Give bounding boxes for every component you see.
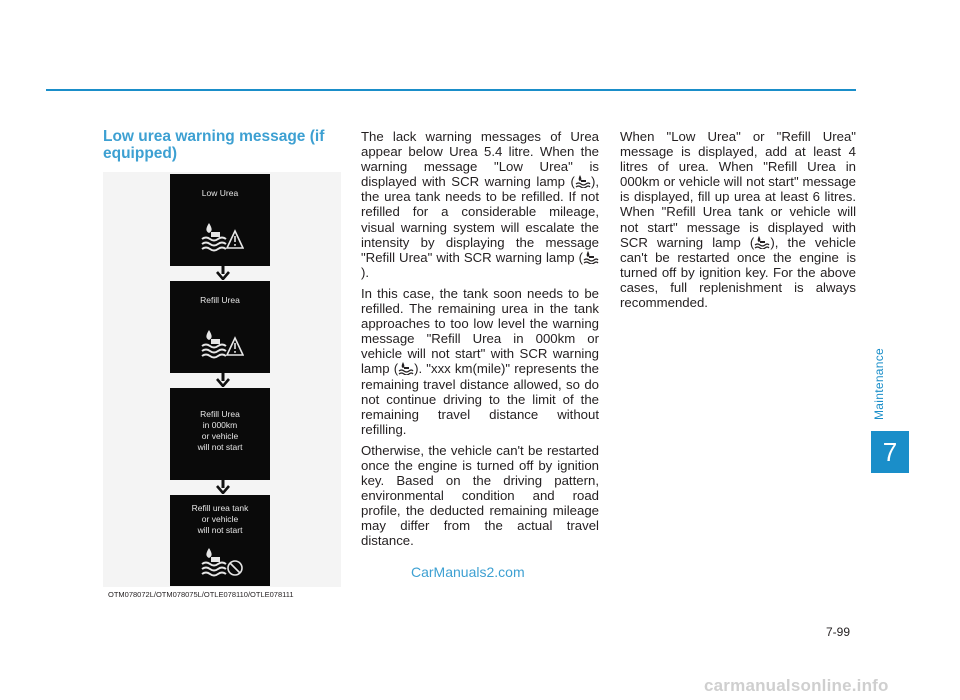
paragraph: In this case, the tank soon needs to be refilled. The remaining urea in the tank approaches to too low level the warning message "Refill Urea in 000km or vehicle will not start" with SCR warning lamp ( ). "xxx km(mile)" represents the remaining travel distance allowed, so do not continue driving to the limit of the remaining travel distance without refilling. [361,285,599,437]
paragraph: Otherwise, the vehicle can't be restarted once the engine is turned off by ignition key. Based on the driving pattern, environmental condition and road profile, the deducted remaining mileage may differ from the actual travel distance. [361,442,599,549]
section-side-label: Maintenance [872,347,886,420]
text-column-1 [361,129,599,555]
display-screen-refill-urea-tank [170,495,270,586]
screen-title: Refill Urea in 000km or vehicle will not start [197,409,243,452]
scr-warning-lamp-icon [575,175,591,188]
page-number: 7-99 [826,625,851,639]
warning-display-figure [103,172,341,587]
display-screen-refill-urea [170,281,270,373]
arrow-down-icon [216,373,230,387]
arrow-down-icon [216,266,230,280]
chapter-tab: 7 [871,431,909,473]
scr-warning-lamp-icon [754,236,770,249]
urea-warning-icon [200,222,244,252]
watermark-link[interactable]: CarManuals2.com [411,564,525,580]
urea-warning-icon [200,329,244,359]
screen-title: Low Urea [201,188,239,198]
display-screen-refill-urea-distance [170,388,270,480]
top-rule [46,89,856,91]
screen-title: Refill urea tank or vehicle will not start [191,503,249,535]
section-heading: Low urea warning message (if equipped) [103,128,325,162]
screen-title: Refill Urea [200,295,240,305]
scr-warning-lamp-icon [583,251,599,264]
display-screen-low-urea [170,174,270,266]
urea-prohibited-icon [200,547,244,577]
figure-code: OTM078072L/OTM078075L/OTLE078110/OTLE078111 [108,590,294,599]
paragraph: When "Low Urea" or "Refill Urea" message is displayed, add at least 4 litres of urea. When "Refill Urea in 000km or vehicle will not start" message is displayed, fill up urea at least 6 litres. When "Refill Urea tank or vehicle will not start" message is displayed with SCR warning lamp ( ), the vehicle can't be restarted once the engine is turned off by ignition key. For the above cases, full replenishment is always recommended. [620,129,856,311]
scr-warning-lamp-icon [398,362,414,375]
paragraph: The lack warning messages of Urea appear below Urea 5.4 litre. When the warning message "Low Urea" is displayed with SCR warning lamp ( ), the urea tank needs to be refilled. If not refilled for a considerable mileage, visual warning system will escalate the intensity by displaying the message "Refill Urea" with SCR warning lamp (). [361,129,599,280]
footer-watermark: carmanualsonline.info [704,676,889,695]
text-column-2 [620,129,856,316]
arrow-down-icon [216,480,230,494]
